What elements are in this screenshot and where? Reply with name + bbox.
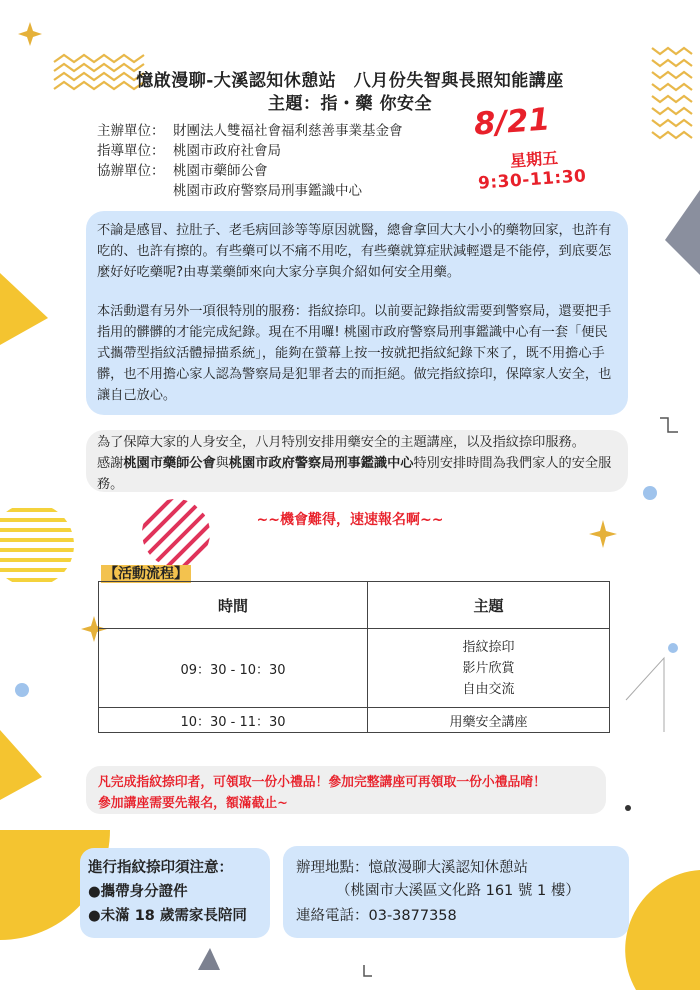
fingerprint-notes-title: 進行指紋捺印須注意： [88,860,233,876]
topic-item: 影片欣賞 [462,660,515,676]
organizer-value: 桃園市政府社會局 [173,143,281,159]
table-cell-topic: 用藥安全講座 [368,708,610,733]
topic-item: 自由交流 [462,681,515,697]
organizer-row [97,181,362,201]
table-row [99,708,610,733]
callout-text: ~~機會難得，速速報名啊~~ [256,512,444,528]
triangle-decoration [0,273,48,345]
table-cell-time: 09：30 - 10：30 [99,629,368,708]
fingerprint-note-item: ●未滿 18 歲需家長陪同 [88,908,247,924]
column-header-time: 時間 [99,582,368,629]
organizer-value: 桃園市藥師公會 [173,163,268,179]
triangle-decoration [0,730,42,800]
event-date: 8/21 [472,101,552,143]
table-cell-time: 10：30 - 11：30 [99,708,368,733]
organizer-row [97,161,268,181]
bracket-decoration [364,965,372,976]
triangle-outline-decoration [626,658,664,732]
thanks-prefix: 感謝 [97,456,124,471]
venue-location: 憶啟漫聊大溪認知休憩站 [368,860,528,876]
thanks-org-1: 桃園市藥師公會 [123,456,216,471]
thanks-org-2: 桃園市政府警察局刑事鑑識中心 [228,456,414,471]
organizer-label: 主辦單位： [97,123,165,139]
organizer-value: 財團法人雙福社會福利慈善事業基金會 [173,123,403,139]
triangle-decoration [665,190,700,275]
topic-item: 指紋捺印 [462,639,515,655]
venue-location-row [296,856,528,877]
column-header-topic: 主題 [368,582,610,629]
dot-decoration [15,683,29,697]
event-time: 9:30-11:30 [477,166,588,194]
table-header-row [99,582,610,629]
thanks-suffix: 特別安排時間為我們家人的安全服務。 [97,456,612,492]
venue-location-label: 辦理地點： [296,860,369,876]
bracket-decoration [660,418,678,432]
intro-paragraph-2: 本活動還有另外一項很特別的服務：指紋捺印。以前要記錄指紋需要到警察局，還要把手指用的髒髒的才能完成紀錄。現在不用囉! 桃園市政府警察局刑事鑑識中心有一套「便民式攜帶型指紋活體掃描系統」，能夠在螢幕上按一按就把指紋紀錄下來了，既不用擔心手髒，也不用擔心家人認為警察局是犯罪者去的而拒絕。做完指紋捺印，保障家人安全，也讓自己放心。 [97,304,612,403]
organizer-row [97,121,403,141]
organizer-label: 協辦單位： [97,163,165,179]
schedule-label: 【活動流程】 [101,565,191,583]
sparkle-icon [18,22,42,46]
venue-phone-label: 連絡電話： [296,908,369,924]
venue-phone-row [296,904,457,925]
table-row [99,629,610,708]
triangle-decoration [198,948,220,970]
dot-decoration [668,643,678,653]
gift-notice-line-2: 參加講座需要先報名，額滿截止~ [98,796,288,811]
schedule-table [98,581,610,733]
venue-address: （桃園市大溪區文化路 161 號 1 樓） [336,883,580,899]
gift-notice-line-1: 凡完成指紋捺印者，可領取一份小禮品！參加完整講座可再領取一份小禮品唷！ [98,775,546,790]
table-cell-topic [368,629,610,708]
thanks-line-1: 為了保障大家的人身安全，八月特別安排用藥安全的主題講座，以及指紋捺印服務。 [97,435,585,450]
thanks-paragraph [97,432,617,495]
thanks-mid: 與 [215,456,229,471]
dot-decoration [643,486,657,500]
page-title: 憶啟漫聊-大溪認知休憩站 八月份失智與長照知能講座 [136,71,564,91]
venue-phone: 03-3877358 [368,908,457,924]
dot-decoration [625,805,631,811]
fingerprint-note-item: ●攜帶身分證件 [88,884,188,900]
organizer-label: 指導單位： [97,143,165,159]
organizer-row [97,141,281,161]
event-weekday: 星期五 [509,148,559,171]
quarter-circle-decoration [625,870,700,990]
page-subtitle: 主題：指・藥 你安全 [268,94,432,114]
organizer-value: 桃園市政府警察局刑事鑑識中心 [173,183,362,199]
intro-paragraph-1: 不論是感冒、拉肚子、老毛病回診等等原因就醫，總會拿回大大小小的藥物回家，也許有吃的、也許有擦的。有些藥可以不痛不用吃，有些藥就算症狀減輕還是不能停，到底要怎麼好好吃藥呢?由專業藥師來向大家分享與介紹如何安全用藥。 [97,223,612,280]
